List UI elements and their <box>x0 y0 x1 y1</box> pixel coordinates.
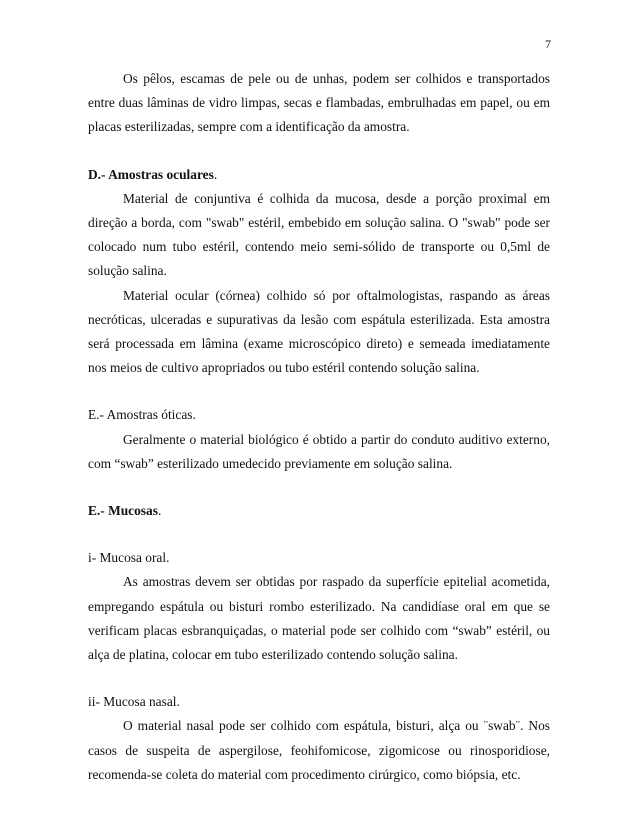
section-heading-otic: E.- Amostras óticas. <box>88 407 196 423</box>
page-body <box>88 67 550 787</box>
section-gap <box>88 667 550 690</box>
section-heading-ocular-label: D.- Amostras oculares <box>88 166 214 182</box>
section-heading-ocular <box>88 163 550 187</box>
paragraph-nasal: O material nasal pode ser colhido com espátula, bisturi, alça ou ¨swab¨. Nos casos de suspeita de aspergilose, feohifomicose, zigomicose ou rinosporidiose, recomenda-se coleta do material com procedimento cirúrgico, como biópsia, etc. <box>88 718 550 782</box>
subsection-heading-nasal: ii- Mucosa nasal. <box>88 694 180 710</box>
section-gap <box>88 523 550 546</box>
subsection-heading-oral: i- Mucosa oral. <box>88 550 170 566</box>
paragraph-conjunctiva: Material de conjuntiva é colhida da mucosa, desde a porção proximal em direção a borda, com "swab" estéril, embebido em solução salina. O "swab" pode ser colocado num tubo estéril, contendo meio semi-sólido de transporte ou 0,5ml de solução salina. <box>88 190 550 279</box>
section-heading-ocular-punct: . <box>213 166 218 182</box>
section-heading-mucosa-punct: . <box>157 503 162 519</box>
section-gap <box>88 476 550 499</box>
paragraph-oral: As amostras devem ser obtidas por raspado da superfície epitelial acometida, empregando espátula ou bisturi rombo esterilizado. Na candidíase oral em que se verificam placas esbranquiçadas, o material pode ser colhido com “swab” estéril, ou alça de platina, colocar em tubo esterilizado contendo solução salina. <box>88 574 550 663</box>
section-gap <box>88 380 550 403</box>
paragraph-otic: Geralmente o material biológico é obtido a partir do conduto auditivo externo, com “swab” esterilizado umedecido previamente em solução salina. <box>88 431 550 471</box>
paragraph-cornea: Material ocular (córnea) colhido só por oftalmologistas, raspando as áreas necróticas, ulceradas e supurativas da lesão com espátula esterilizada. Esta amostra será processada em lâmina (exame microscópico direto) e semeada imediatamente nos meios de cultivo apropriados ou tubo estéril contendo solução salina. <box>88 287 550 376</box>
page-number: 7 <box>545 37 551 51</box>
section-heading-mucosa-label: E.- Mucosas <box>88 503 158 519</box>
section-gap <box>88 140 550 163</box>
paragraph-sample-transport: Os pêlos, escamas de pele ou de unhas, podem ser colhidos e transportados entre duas lâminas de vidro limpas, secas e flambadas, embrulhadas em papel, ou em placas esterilizadas, sempre com a identificação da amostra. <box>88 71 550 135</box>
section-heading-mucosa <box>88 499 550 523</box>
